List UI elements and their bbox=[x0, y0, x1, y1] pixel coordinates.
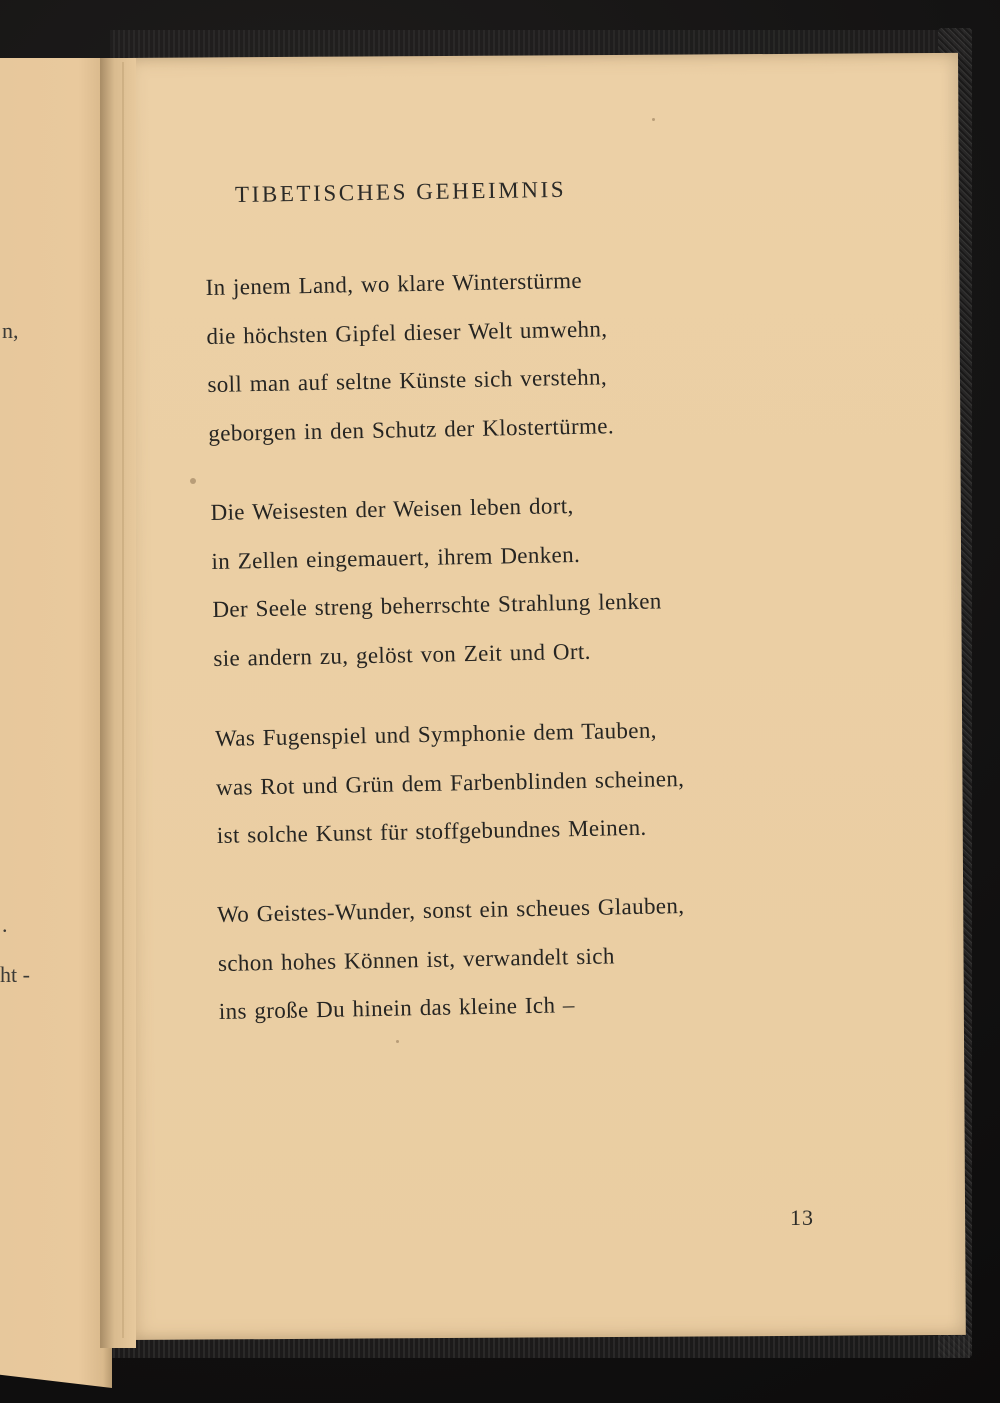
poem-line: ist solche Kunst für stoffgebundnes Meinen. bbox=[216, 814, 647, 848]
book-gutter bbox=[100, 58, 136, 1348]
poem-line: In jenem Land, wo klare Winterstürme bbox=[205, 267, 583, 301]
poem-line: sie andern zu, gelöst von Zeit und Ort. bbox=[213, 638, 591, 671]
poem-stanza-2 bbox=[210, 480, 663, 683]
poem-line: Was Fugenspiel und Symphonie dem Tauben, bbox=[214, 717, 658, 752]
left-page-fragment: . bbox=[2, 912, 8, 937]
left-page-fragment: ht - bbox=[0, 962, 30, 987]
poem-line: soll man auf seltne Künste sich verstehn, bbox=[207, 364, 608, 397]
poem-stanza-3 bbox=[215, 706, 686, 860]
poem-line: schon hohes Können ist, verwandelt sich bbox=[217, 942, 615, 976]
cover-edge-bottom bbox=[110, 1336, 970, 1358]
page-number: 13 bbox=[790, 1205, 814, 1230]
poem-title: TIBETISCHES GEHEIMNIS bbox=[234, 176, 567, 207]
paper-speck bbox=[190, 478, 196, 484]
paper-speck bbox=[396, 1040, 399, 1043]
poem-stanza-4 bbox=[217, 882, 687, 1036]
poem-stanza-1 bbox=[205, 256, 614, 458]
left-page-fragment: n, bbox=[2, 318, 19, 343]
poem-line: ins große Du hinein das kleine Ich – bbox=[218, 992, 575, 1024]
paper-speck bbox=[652, 118, 655, 121]
page-edge bbox=[122, 62, 124, 1338]
right-page bbox=[118, 53, 966, 1340]
poem-line: Die Weisesten der Weisen leben dort, bbox=[210, 493, 574, 526]
left-facing-page bbox=[0, 58, 112, 1388]
poem-line: Wo Geistes-Wunder, sonst ein scheues Glauben, bbox=[216, 893, 685, 928]
poem-line: was Rot und Grün dem Farbenblinden scheinen, bbox=[215, 765, 685, 800]
poem-line: Der Seele streng beherrschte Strahlung lenken bbox=[212, 588, 662, 622]
poem-line: die höchsten Gipfel dieser Welt umwehn, bbox=[206, 315, 608, 349]
poem-line: in Zellen eingemauert, ihrem Denken. bbox=[211, 541, 581, 574]
poem-line: geborgen in den Schutz der Klostertürme. bbox=[208, 412, 615, 446]
